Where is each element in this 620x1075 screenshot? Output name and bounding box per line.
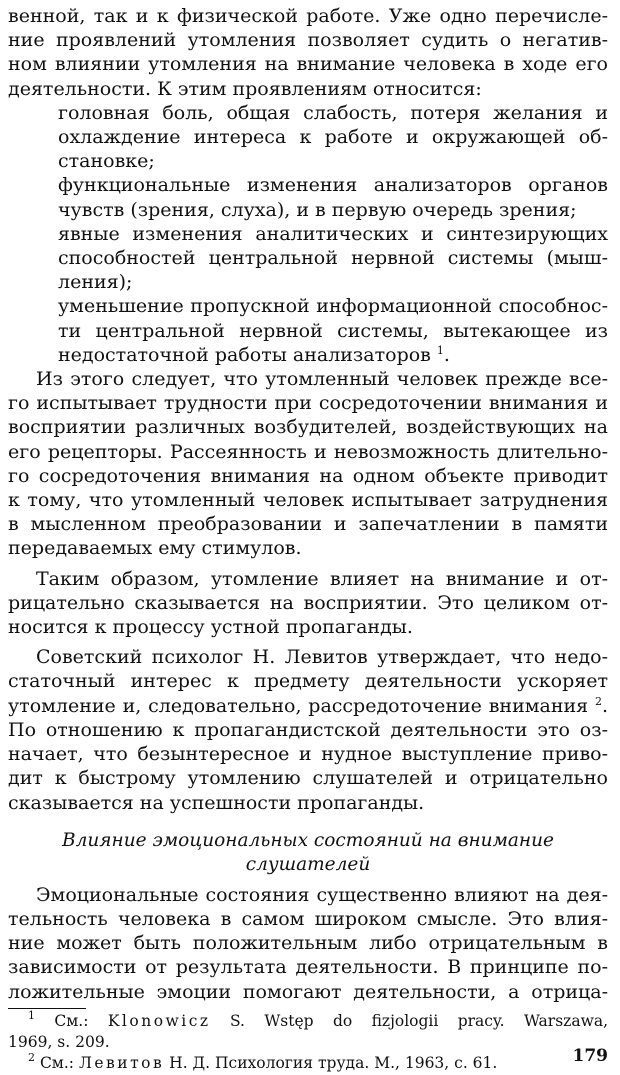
footnote-text: См.: bbox=[54, 1011, 108, 1030]
list-item bbox=[8, 222, 608, 295]
text-line: сказывается на успешности пропаганды. bbox=[8, 791, 425, 814]
text-line: зависимости от результата деятельности. В принципе по- bbox=[8, 956, 608, 979]
footnote-ref-2[interactable]: 2 bbox=[594, 694, 602, 708]
page-number: 179 bbox=[572, 1046, 608, 1066]
text-line: ти центральной нервной системы, вытекающее из bbox=[58, 319, 608, 342]
paragraph-continuation bbox=[8, 4, 608, 101]
text-line: ние может быть положительным либо отрицательным в bbox=[8, 932, 608, 955]
text-span: . bbox=[443, 343, 450, 366]
text-line: статочный интерес к предмету деятельности ускоряет bbox=[8, 670, 608, 693]
footnote-2 bbox=[8, 1050, 608, 1074]
list-item bbox=[8, 101, 608, 174]
section-heading bbox=[8, 829, 608, 877]
footnote-ref-1[interactable]: 1 bbox=[436, 343, 444, 357]
text-line: рицательно сказывается на восприятии. Это целиком от- bbox=[8, 591, 608, 614]
text-line: охлаждение интереса к работе и окружающей об- bbox=[58, 126, 608, 149]
book-page bbox=[8, 4, 608, 1074]
text-line: чувств (зрения, слуха), и в первую очередь зрения; bbox=[58, 198, 577, 221]
text-line: тельность человека в самом широком смысле. Это влия- bbox=[8, 907, 608, 930]
text-line bbox=[8, 694, 608, 718]
list-item bbox=[8, 173, 608, 221]
text-line: способностей центральной нервной системы (мыш- bbox=[58, 247, 608, 270]
footnote-1 bbox=[8, 1008, 609, 1032]
list-item bbox=[8, 294, 608, 367]
footnote-mark: 2 bbox=[28, 1050, 35, 1064]
text-line: к тому, что утомленный человек испытывает затруднения bbox=[8, 489, 608, 512]
text-line: го испытывает трудности при сосредоточении внимания и bbox=[8, 392, 608, 415]
text-line: начает, что безынтересное и нудное выступление приво- bbox=[8, 743, 608, 766]
text-line: функциональные изменения анализаторов органов bbox=[58, 174, 608, 197]
footnote-1-continuation: 1969, s. 209. bbox=[8, 1032, 110, 1051]
text-line: становке; bbox=[58, 150, 155, 173]
footnote-divider bbox=[8, 1008, 86, 1009]
text-line: в мысленном преобразовании и запечатлении в памяти bbox=[8, 513, 608, 536]
footnote-author: Klonowicz bbox=[107, 1011, 211, 1030]
text-line: восприятии различных возбудителей, воздействующих на bbox=[8, 416, 608, 439]
text-line: ложительные эмоции помогают деятельности, а отрица- bbox=[8, 980, 608, 1003]
footnote-text: S. Wstęp do fizjologii pracy. Warszawa, bbox=[210, 1011, 609, 1030]
footnote-text: Н. Д. Психология труда. М., 1963, с. 61. bbox=[164, 1053, 498, 1072]
text-line: го сосредоточения внимания на одном объекте приводит bbox=[8, 464, 608, 487]
text-line: явные изменения аналитических и синтезирующих bbox=[58, 222, 608, 245]
footnotes bbox=[8, 1008, 609, 1074]
text-line: передаваемых ему стимулов. bbox=[8, 537, 302, 560]
text-line: ном влиянии утомления на внимание человека в ходе его bbox=[8, 53, 608, 76]
text-span: . bbox=[601, 694, 609, 717]
text-line bbox=[8, 343, 608, 367]
text-span: недостаточной работы анализаторов bbox=[58, 343, 431, 366]
text-line: Эмоциональные состояния существенно влияют на дея- bbox=[36, 883, 608, 906]
heading-line: Влияние эмоциональных состояний на внимание bbox=[62, 829, 554, 851]
text-line: венной, так и к физической работе. Уже одно перечисле- bbox=[8, 5, 608, 27]
text-line: Из этого следует, что утомленный человек прежде все- bbox=[36, 368, 608, 391]
text-line: ние проявлений утомления позволяет судить о негатив- bbox=[8, 29, 608, 52]
footnote-mark: 1 bbox=[28, 1008, 35, 1022]
footnote-text: См.: bbox=[39, 1053, 79, 1072]
text-line: По отношению к пропагандистской деятельности это оз- bbox=[8, 718, 608, 741]
paragraph bbox=[8, 567, 608, 640]
text-line: ления); bbox=[58, 271, 133, 294]
text-line: Советский психолог Н. Левитов утверждает, что недо- bbox=[36, 646, 608, 669]
text-line: головная боль, общая слабость, потеря желания и bbox=[58, 101, 608, 124]
symptom-list bbox=[8, 101, 608, 367]
text-line: его рецепторы. Рассеянность и невозможность длительно- bbox=[8, 440, 608, 463]
footnote-author: Левитов bbox=[78, 1053, 165, 1072]
text-line: уменьшение пропускной информационной способнос- bbox=[58, 295, 608, 318]
paragraph bbox=[8, 367, 608, 561]
text-span: утомление и, следовательно, рассредоточение внимания bbox=[8, 694, 589, 717]
heading-line: слушателей bbox=[245, 853, 371, 875]
text-line: дит к быстрому утомлению слушателей и отрицательно bbox=[8, 767, 608, 790]
paragraph bbox=[8, 645, 608, 814]
paragraph bbox=[8, 883, 608, 1004]
text-line: деятельности. К этим проявлениям относится: bbox=[8, 77, 482, 100]
text-line: Таким образом, утомление влияет на внимание и от- bbox=[36, 567, 608, 590]
text-line: носится к процессу устной пропаганды. bbox=[8, 616, 413, 639]
